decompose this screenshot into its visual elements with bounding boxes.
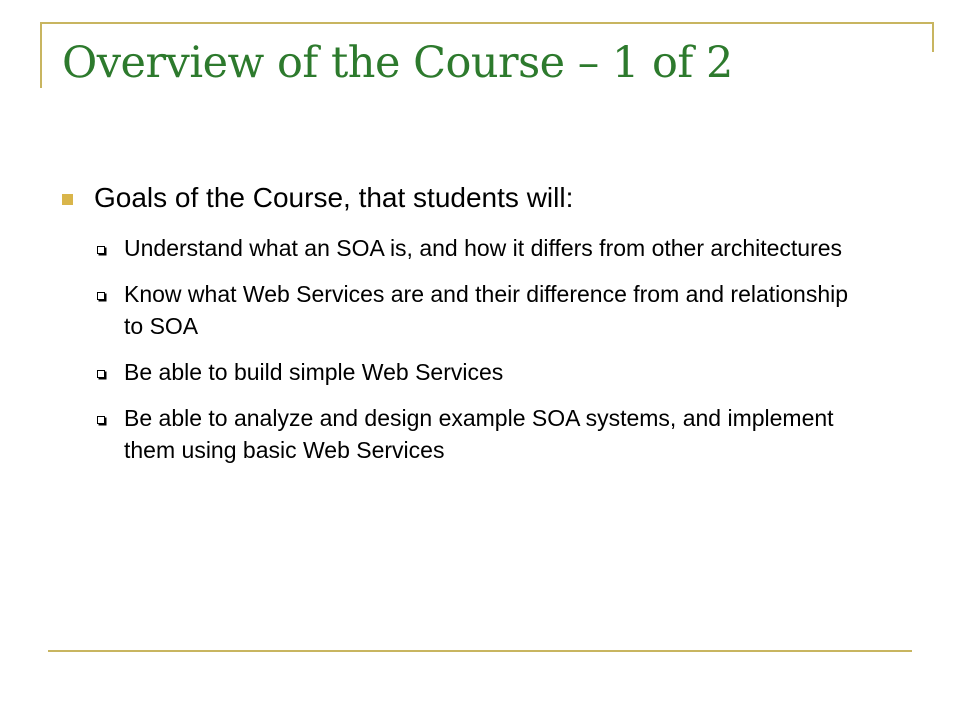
sub-bullet-text: Know what Web Services are and their difference from and relationship to SOA: [124, 281, 849, 339]
right-border-line: [932, 22, 934, 52]
hollow-square-bullet-icon: [97, 292, 105, 300]
sub-bullet-item: [97, 402, 902, 466]
hollow-square-bullet-icon: [97, 246, 105, 254]
sub-bullet-text: Be able to build simple Web Services: [124, 359, 504, 385]
bullet-text: Goals of the Course, that students will:: [94, 182, 574, 213]
sub-bullet-item: [97, 232, 902, 264]
top-border-line: [40, 22, 934, 24]
sub-bullet-text: Be able to analyze and design example SOA systems, and implement them using basic Web Services: [124, 405, 834, 463]
slide-body: [62, 178, 902, 480]
sub-bullet-text: Understand what an SOA is, and how it differs from other architectures: [124, 235, 843, 261]
bottom-border-line: [48, 650, 912, 652]
sub-bullet-item: [97, 356, 902, 388]
hollow-square-bullet-icon: [97, 370, 105, 378]
slide-title: Overview of the Course – 1 of 2: [62, 38, 733, 88]
sub-bullet-item: [97, 278, 902, 342]
bullet-item: [62, 178, 902, 218]
left-border-line: [40, 22, 42, 88]
square-bullet-icon: [62, 194, 73, 205]
hollow-square-bullet-icon: [97, 416, 105, 424]
